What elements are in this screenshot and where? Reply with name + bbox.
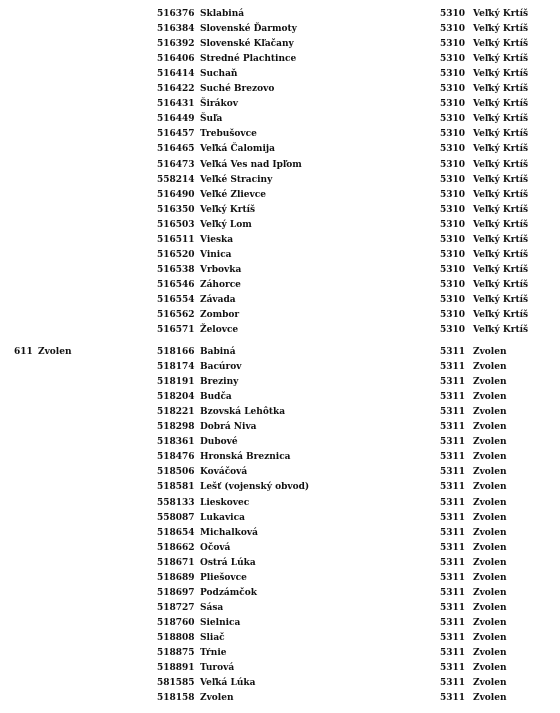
district-name-cell: Zvolen: [473, 527, 507, 538]
municipality-code: 518506: [157, 467, 195, 478]
table-row: [0, 586, 560, 601]
table-row: [0, 112, 560, 127]
district-code: 5310: [440, 39, 466, 50]
municipality-name: Budča: [200, 392, 232, 403]
district-code: 5311: [440, 377, 466, 388]
district-name: Zvolen: [38, 347, 72, 357]
district-name-cell: Zvolen: [473, 482, 507, 493]
district-code: 5311: [440, 467, 466, 478]
municipality-code: 518191: [157, 377, 195, 388]
district-code: 5311: [440, 437, 466, 448]
municipality-name: Veľké Zlievce: [200, 189, 266, 200]
district-code: 5311: [440, 512, 466, 523]
municipality-name: Šuľa: [200, 114, 223, 125]
municipality-code: 518662: [157, 542, 195, 553]
municipality-code: 558214: [157, 174, 195, 185]
district-name-cell: Veľký Krtíš: [473, 24, 529, 35]
table-row: [0, 345, 560, 360]
district-name-cell: Veľký Krtíš: [473, 99, 529, 110]
district-name-cell: Veľký Krtíš: [473, 84, 529, 95]
municipality-code: 518361: [157, 437, 195, 448]
district-name-cell: Zvolen: [473, 663, 507, 674]
table-row: [0, 661, 560, 676]
municipality-name: Turová: [200, 663, 235, 674]
table-row: [0, 646, 560, 661]
municipality-code: 516457: [157, 129, 195, 140]
district-name-cell: Zvolen: [473, 497, 507, 508]
district-number: 611: [14, 347, 33, 357]
table-row: [0, 676, 560, 691]
table-row: [0, 7, 560, 22]
district-name-cell: Veľký Krtíš: [473, 189, 529, 200]
table-row: [0, 571, 560, 586]
table-row: [0, 263, 560, 278]
district-code: 5310: [440, 294, 466, 305]
district-name-cell: Veľký Krtíš: [473, 310, 529, 320]
municipality-name: Slovenské Kľačany: [200, 39, 294, 50]
municipality-code: 518174: [157, 362, 195, 373]
municipality-code: 516350: [157, 204, 195, 215]
municipality-name: Záhorce: [200, 279, 241, 290]
district-code: 5311: [440, 347, 466, 357]
municipality-name: Širákov: [200, 99, 238, 110]
municipality-code: 516546: [157, 279, 195, 290]
district-code: 5310: [440, 310, 466, 320]
district-code: 5311: [440, 527, 466, 538]
district-code: 5310: [440, 24, 466, 35]
table-row: [0, 450, 560, 465]
municipality-name: Babiná: [200, 347, 236, 357]
table-row: [0, 631, 560, 646]
municipality-code: 516554: [157, 294, 195, 305]
table-row: [0, 67, 560, 82]
municipality-code: 516449: [157, 114, 195, 125]
municipality-code: 518808: [157, 632, 195, 643]
district-code: 5311: [440, 422, 466, 433]
table-row: [0, 556, 560, 571]
municipality-code: 558087: [157, 512, 195, 523]
table-row: [0, 233, 560, 248]
table-row: [0, 526, 560, 541]
district-code: 5310: [440, 264, 466, 275]
municipality-code: 516511: [157, 234, 195, 245]
district-code: 5311: [440, 392, 466, 403]
municipality-code: 518760: [157, 617, 195, 628]
municipality-code: 516503: [157, 219, 195, 230]
table-row: [0, 420, 560, 435]
district-name-cell: Veľký Krtíš: [473, 204, 529, 215]
district-code: 5311: [440, 452, 466, 463]
municipality-name: Želovce: [200, 325, 239, 336]
municipality-code: 581585: [157, 678, 195, 689]
district-name-cell: Veľký Krtíš: [473, 69, 529, 80]
district-name-cell: Veľký Krtíš: [473, 54, 529, 65]
municipality-code: 516465: [157, 144, 195, 155]
municipality-name: Ostrá Lúka: [200, 557, 256, 568]
municipality-code: 516392: [157, 39, 195, 50]
municipality-code: 518875: [157, 648, 195, 658]
district-name-cell: Zvolen: [473, 648, 507, 658]
municipality-code: 516431: [157, 99, 195, 110]
municipality-code: 518298: [157, 422, 195, 433]
table-row: [0, 691, 560, 706]
district-code: 5310: [440, 54, 466, 65]
municipality-code: 516520: [157, 249, 195, 260]
table-row: [0, 188, 560, 203]
district-code: 5311: [440, 678, 466, 689]
district-code: 5310: [440, 84, 466, 95]
municipality-name: Veľký Krtíš: [200, 204, 256, 215]
district-name-cell: Veľký Krtíš: [473, 294, 529, 305]
district-code: 5311: [440, 617, 466, 628]
table-row: [0, 601, 560, 616]
municipality-name: Slovenské Ďarmoty: [200, 24, 297, 35]
district-code: 5310: [440, 219, 466, 230]
municipality-name: Očová: [200, 542, 231, 553]
municipality-name: Zombor: [200, 310, 240, 320]
municipality-name: Stredné Plachtince: [200, 54, 297, 65]
municipality-code: 518654: [157, 527, 195, 538]
municipality-code: 516538: [157, 264, 195, 275]
district-code: 5311: [440, 587, 466, 598]
district-code: 5311: [440, 632, 466, 643]
municipality-name: Trebušovce: [200, 129, 257, 140]
district-name-cell: Zvolen: [473, 693, 507, 704]
district-name-cell: Veľký Krtíš: [473, 234, 529, 245]
table-row: [0, 158, 560, 173]
table-row: [0, 375, 560, 390]
district-name-cell: Veľký Krtíš: [473, 129, 529, 140]
district-code: 5310: [440, 325, 466, 336]
municipality-name: Vinica: [200, 249, 232, 260]
municipality-name: Sklabiná: [200, 9, 245, 19]
district-name-cell: Zvolen: [473, 362, 507, 373]
table-row: [0, 22, 560, 37]
district-name-cell: Zvolen: [473, 632, 507, 643]
district-code: 5310: [440, 174, 466, 185]
table-row: [0, 142, 560, 157]
district-code: 5310: [440, 129, 466, 140]
district-code: 5311: [440, 497, 466, 508]
municipality-code: 518697: [157, 587, 195, 598]
municipality-name: Zvolen: [200, 693, 234, 704]
district-name-cell: Zvolen: [473, 678, 507, 689]
district-name-cell: Veľký Krtíš: [473, 264, 529, 275]
municipality-name: Vrbovka: [200, 264, 242, 275]
table-row: [0, 203, 560, 218]
municipality-code: 518158: [157, 693, 195, 704]
district-name-cell: Veľký Krtíš: [473, 325, 529, 336]
municipality-code: 518671: [157, 557, 195, 568]
municipality-code: 518581: [157, 482, 195, 493]
district-name-cell: Zvolen: [473, 407, 507, 418]
district-name-cell: Zvolen: [473, 617, 507, 628]
district-name-cell: Zvolen: [473, 347, 507, 357]
table-row: [0, 616, 560, 631]
district-name-cell: Zvolen: [473, 452, 507, 463]
district-name-cell: Zvolen: [473, 512, 507, 523]
district-name-cell: Zvolen: [473, 557, 507, 568]
district-code: 5310: [440, 189, 466, 200]
district-code: 5310: [440, 69, 466, 80]
table-row: [0, 127, 560, 142]
table-row: [0, 37, 560, 52]
municipality-code: 516406: [157, 54, 195, 65]
municipality-name: Kováčová: [200, 467, 248, 478]
municipality-name: Veľká Lúka: [200, 678, 256, 689]
district-code: 5311: [440, 648, 466, 658]
district-name-cell: Zvolen: [473, 587, 507, 598]
municipality-code: 518221: [157, 407, 195, 418]
municipality-name: Lieskovec: [200, 497, 250, 508]
municipality-name: Sása: [200, 602, 224, 613]
district-name-cell: Veľký Krtíš: [473, 174, 529, 185]
table-row: [0, 541, 560, 556]
table-row: [0, 293, 560, 308]
municipality-name: Závada: [200, 294, 236, 305]
district-code: 5310: [440, 9, 466, 19]
municipality-code: 516414: [157, 69, 195, 80]
district-code: 5311: [440, 572, 466, 583]
district-code: 5310: [440, 204, 466, 215]
district-code: 5311: [440, 407, 466, 418]
municipality-code: 518727: [157, 602, 195, 613]
district-name-cell: Zvolen: [473, 392, 507, 403]
municipality-code: 518166: [157, 347, 195, 357]
district-name-cell: Zvolen: [473, 542, 507, 553]
municipality-name: Breziny: [200, 377, 239, 388]
municipality-code: 516376: [157, 9, 195, 19]
municipality-name: Dubové: [200, 437, 238, 448]
district-name-cell: Zvolen: [473, 602, 507, 613]
municipality-code: 518204: [157, 392, 195, 403]
district-name-cell: Veľký Krtíš: [473, 279, 529, 290]
municipality-code: 518689: [157, 572, 195, 583]
municipality-name: Bzovská Lehôtka: [200, 407, 286, 418]
municipality-name: Lukavica: [200, 512, 245, 523]
district-code: 5310: [440, 159, 466, 170]
table-row: [0, 435, 560, 450]
municipality-name: Tŕnie: [200, 648, 227, 658]
municipality-name: Vieska: [200, 234, 234, 245]
municipality-name: Dobrá Niva: [200, 422, 257, 433]
municipality-name: Bacúrov: [200, 362, 242, 373]
table-row: [0, 511, 560, 526]
municipality-name: Veľká Čalomija: [200, 144, 275, 155]
municipality-name: Pliešovce: [200, 572, 247, 583]
table-row: [0, 308, 560, 323]
district-code: 5311: [440, 542, 466, 553]
table-row: [0, 248, 560, 263]
municipality-name: Veľký Lom: [200, 219, 252, 230]
district-name-cell: Veľký Krtíš: [473, 9, 529, 19]
district-code: 5311: [440, 602, 466, 613]
table-row: [0, 52, 560, 67]
district-code: 5310: [440, 99, 466, 110]
district-code: 5310: [440, 249, 466, 260]
table-row: [0, 278, 560, 293]
district-name-cell: Zvolen: [473, 422, 507, 433]
municipality-code: 516562: [157, 310, 195, 320]
municipality-name: Lešť (vojenský obvod): [200, 482, 310, 493]
municipality-code: 516473: [157, 159, 195, 170]
municipality-name: Podzámčok: [200, 587, 258, 598]
district-code: 5311: [440, 557, 466, 568]
table-row: [0, 82, 560, 97]
district-name-cell: Veľký Krtíš: [473, 39, 529, 50]
municipality-name: Veľká Ves nad Ipľom: [200, 159, 302, 170]
table-row: [0, 390, 560, 405]
municipality-name: Veľké Straciny: [200, 174, 273, 185]
district-name-cell: Veľký Krtíš: [473, 159, 529, 170]
municipality-name: Sielnica: [200, 617, 241, 628]
district-code: 5310: [440, 114, 466, 125]
district-code: 5311: [440, 482, 466, 493]
district-code: 5310: [440, 144, 466, 155]
table-row: [0, 173, 560, 188]
municipality-name: Suchaň: [200, 69, 238, 80]
district-name-cell: Veľký Krtíš: [473, 249, 529, 260]
municipality-code: 516490: [157, 189, 195, 200]
district-code: 5311: [440, 693, 466, 704]
municipality-code: 516571: [157, 325, 195, 336]
municipality-name: Hronská Breznica: [200, 452, 291, 463]
district-code: 5310: [440, 234, 466, 245]
municipality-name: Suché Brezovo: [200, 84, 275, 95]
table-row: [0, 465, 560, 480]
district-name-cell: Veľký Krtíš: [473, 114, 529, 125]
district-name-cell: Zvolen: [473, 437, 507, 448]
municipality-code: 516422: [157, 84, 195, 95]
table-row: [0, 360, 560, 375]
table-row: [0, 218, 560, 233]
district-name-cell: Veľký Krtíš: [473, 219, 529, 230]
district-code: 5310: [440, 279, 466, 290]
municipality-name: Sliač: [200, 632, 225, 643]
table-row: [0, 323, 560, 338]
municipality-code: 558133: [157, 497, 195, 508]
municipality-code: 518476: [157, 452, 195, 463]
municipality-name: Michalková: [200, 527, 258, 538]
district-code: 5311: [440, 663, 466, 674]
municipality-code: 518891: [157, 663, 195, 674]
district-name-cell: Zvolen: [473, 377, 507, 388]
table-row: [0, 480, 560, 495]
table-row: [0, 496, 560, 511]
district-code: 5311: [440, 362, 466, 373]
municipality-code: 516384: [157, 24, 195, 35]
table-row: [0, 405, 560, 420]
table-row: [0, 97, 560, 112]
district-name-cell: Zvolen: [473, 572, 507, 583]
district-name-cell: Zvolen: [473, 467, 507, 478]
district-name-cell: Veľký Krtíš: [473, 144, 529, 155]
